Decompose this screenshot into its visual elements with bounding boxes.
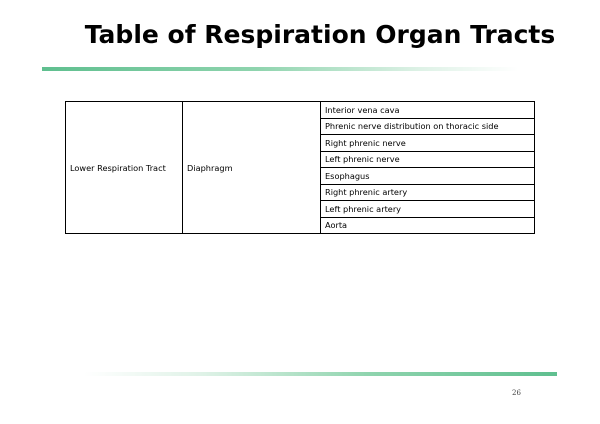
structure-cell: Left phrenic artery bbox=[321, 201, 535, 218]
structure-cell: Aorta bbox=[321, 217, 535, 234]
footer-line bbox=[84, 372, 557, 376]
organ-cell: Diaphragm bbox=[183, 102, 321, 234]
structure-cell: Esophagus bbox=[321, 168, 535, 185]
title-underline bbox=[42, 67, 518, 71]
structure-cell: Right phrenic artery bbox=[321, 184, 535, 201]
structure-cell: Phrenic nerve distribution on thoracic side bbox=[321, 118, 535, 135]
tract-cell: Lower Respiration Tract bbox=[66, 102, 183, 234]
structure-cell: Right phrenic nerve bbox=[321, 135, 535, 152]
structure-cell: Left phrenic nerve bbox=[321, 151, 535, 168]
page-number: 26 bbox=[512, 389, 521, 397]
respiration-organ-table bbox=[65, 101, 535, 234]
table-row bbox=[66, 102, 535, 119]
structure-cell: Interior vena cava bbox=[321, 102, 535, 119]
slide-title: Table of Respiration Organ Tracts bbox=[84, 20, 556, 49]
